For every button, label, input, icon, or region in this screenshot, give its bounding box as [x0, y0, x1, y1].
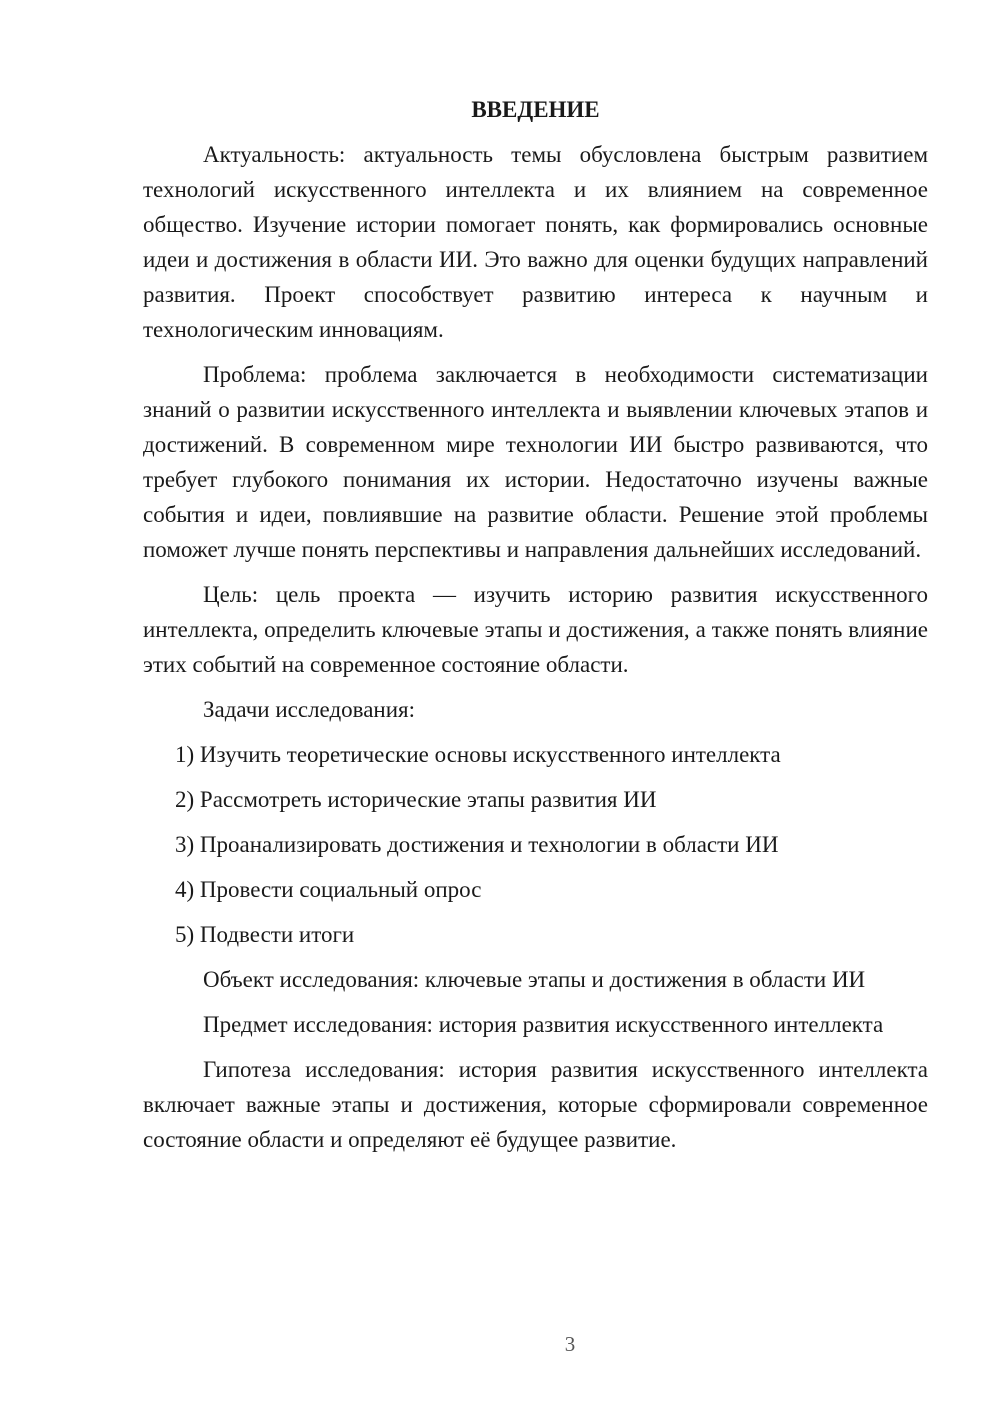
relevance-paragraph: Актуальность: актуальность темы обусловлена быстрым развитием технологий искусственного интеллекта и их влиянием на современное общество. Изучение истории помогает понять, как формировались основные идеи и достижения в области ИИ. Это важно для оценки будущих направлений развития. Проект способствует развитию интереса к научным и технологическим инновациям.	[143, 142, 928, 342]
page-content	[143, 92, 928, 1167]
tasks-heading: Задачи исследования:	[203, 697, 416, 722]
list-item: 3) Проанализировать достижения и технологии в области ИИ	[175, 832, 779, 857]
object-paragraph: Объект исследования: ключевые этапы и достижения в области ИИ	[203, 967, 866, 992]
subject-paragraph: Предмет исследования: история развития искусственного интеллекта	[203, 1012, 884, 1037]
list-item: 1) Изучить теоретические основы искусственного интеллекта	[175, 742, 781, 767]
list-item: 4) Провести социальный опрос	[175, 877, 482, 902]
problem-paragraph: Проблема: проблема заключается в необходимости систематизации знаний о развитии искусственного интеллекта и выявлении ключевых этапов и достижений. В современном мире технологии ИИ быстро развиваются, что требует глубокого понимания их истории. Недостаточно изучены важные события и идеи, повлиявшие на развитие области. Решение этой проблемы поможет лучше понять перспективы и направления дальнейших исследований.	[143, 362, 928, 562]
tasks-list	[143, 737, 928, 952]
page-number: 3	[564, 1332, 576, 1356]
list-item: 2) Рассмотреть исторические этапы развития ИИ	[175, 787, 657, 812]
section-heading: ВВЕДЕНИЕ	[471, 97, 600, 122]
list-item: 5) Подвести итоги	[175, 922, 355, 947]
goal-paragraph: Цель: цель проекта — изучить историю развития искусственного интеллекта, определить ключевые этапы и достижения, а также понять влияние этих событий на современное состояние области.	[143, 582, 928, 677]
hypothesis-paragraph: Гипотеза исследования: история развития искусственного интеллекта включает важные этапы и достижения, которые сформировали современное состояние области и определяют её будущее развитие.	[143, 1057, 928, 1152]
